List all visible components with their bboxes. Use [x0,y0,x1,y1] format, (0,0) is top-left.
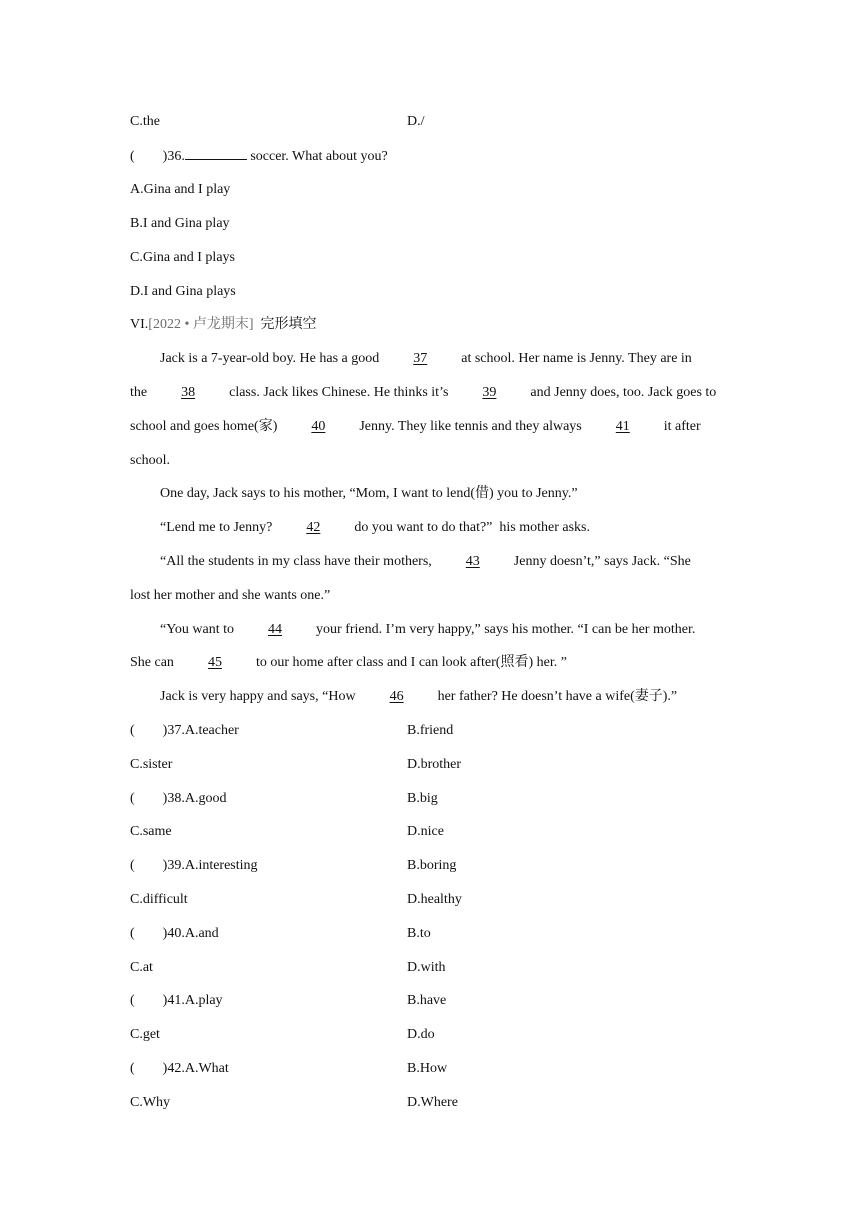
option-c: C.Why [130,1095,171,1110]
blank-42: 42 [306,520,321,535]
q36-option-c: C.Gina and I plays [130,250,235,265]
passage-text: Jack is a 7-year-old boy. He has a good [160,351,380,366]
question-number: ( )39. [130,858,185,873]
section-title: 完形填空 [260,317,317,332]
q36-answer-blank [185,147,247,160]
q35-option-c: C.the [130,114,160,129]
option-b: B.boring [407,858,457,873]
passage-text: She can [130,655,174,670]
option-a: A.What [184,1061,229,1076]
passage-text: do you want to do that?” his mother asks. [354,520,590,535]
question-number: ( )37. [130,723,185,738]
question-39 [130,857,258,875]
passage-text: to our home after class and I can look after(照看) her. ” [255,655,567,670]
passage-line [160,350,692,368]
passage-line [160,553,691,571]
option-d: D.healthy [407,892,462,907]
question-40 [130,925,219,943]
passage-line [160,621,695,639]
option-b: B.friend [407,723,454,738]
passage-text: her father? He doesn’t have a wife(妻子).” [437,689,678,704]
question-number: ( )40. [130,926,185,941]
blank-37: 37 [413,351,428,366]
option-a: A.interesting [184,858,258,873]
option-a: A.and [184,926,219,941]
passage-text: “Lend me to Jenny? [160,520,273,535]
option-d: D.do [407,1027,435,1042]
option-c: C.sister [130,757,173,772]
option-c: C.get [130,1027,160,1042]
blank-44: 44 [268,622,283,637]
passage-line [160,519,590,537]
option-d: D.brother [407,757,462,772]
option-d: D.Where [407,1095,458,1110]
option-d: D.nice [407,824,444,839]
q36-option-d: D.I and Gina plays [130,284,236,299]
passage-text: your friend. I’m very happy,” says his mother. “I can be her mother. [316,622,696,637]
blank-39: 39 [482,385,497,400]
passage-line [130,418,701,436]
q36-option-b: B.I and Gina play [130,216,230,231]
option-c: C.difficult [130,892,188,907]
passage-line: One day, Jack says to his mother, “Mom, I want to lend(借) you to Jenny.” [160,486,578,501]
q36-number: ( )36. [130,149,185,164]
passage-text: “You want to [160,622,235,637]
option-b: B.How [407,1061,448,1076]
blank-45: 45 [207,655,222,670]
blank-38: 38 [181,385,196,400]
passage-line: lost her mother and she wants one.” [130,588,331,603]
question-number: ( )42. [130,1061,185,1076]
passage-text: and Jenny does, too. Jack goes to [530,385,717,400]
passage-text: the [130,385,148,400]
passage-line: school. [130,453,171,468]
option-c: C.same [130,824,172,839]
question-38 [130,790,226,808]
option-b: B.have [407,993,447,1008]
question-41 [130,992,223,1010]
option-c: C.at [130,960,153,975]
option-a: A.good [184,791,227,806]
section-label: VI. [130,317,149,332]
passage-text: Jenny. They like tennis and they always [359,419,582,434]
question-37 [130,722,239,740]
section-source: [2022 • 卢龙期末] [148,317,254,332]
blank-40: 40 [311,419,326,434]
passage-line [160,688,677,706]
option-b: B.to [407,926,431,941]
question-42 [130,1060,229,1078]
option-a: A.teacher [184,723,239,738]
q35-option-d: D./ [407,114,425,129]
passage-line [130,654,567,672]
blank-41: 41 [615,419,630,434]
question-number: ( )41. [130,993,185,1008]
passage-text: school and goes home(家) [130,419,278,434]
q36-stem [130,147,388,166]
section-header [130,316,317,334]
passage-text: at school. Her name is Jenny. They are in [461,351,692,366]
passage-text: class. Jack likes Chinese. He thinks it’s [229,385,449,400]
passage-text: Jenny doesn’t,” says Jack. “She [513,554,691,569]
option-b: B.big [407,791,438,806]
blank-43: 43 [465,554,480,569]
option-d: D.with [407,960,446,975]
passage-text: Jack is very happy and says, “How [160,689,356,704]
q36-option-a: A.Gina and I play [130,182,231,197]
passage-text: “All the students in my class have their mothers, [160,554,432,569]
q36-text: soccer. What about you? [246,149,388,164]
question-number: ( )38. [130,791,185,806]
option-a: A.play [184,993,223,1008]
blank-46: 46 [389,689,404,704]
passage-text: it after [663,419,701,434]
passage-line [130,384,716,402]
